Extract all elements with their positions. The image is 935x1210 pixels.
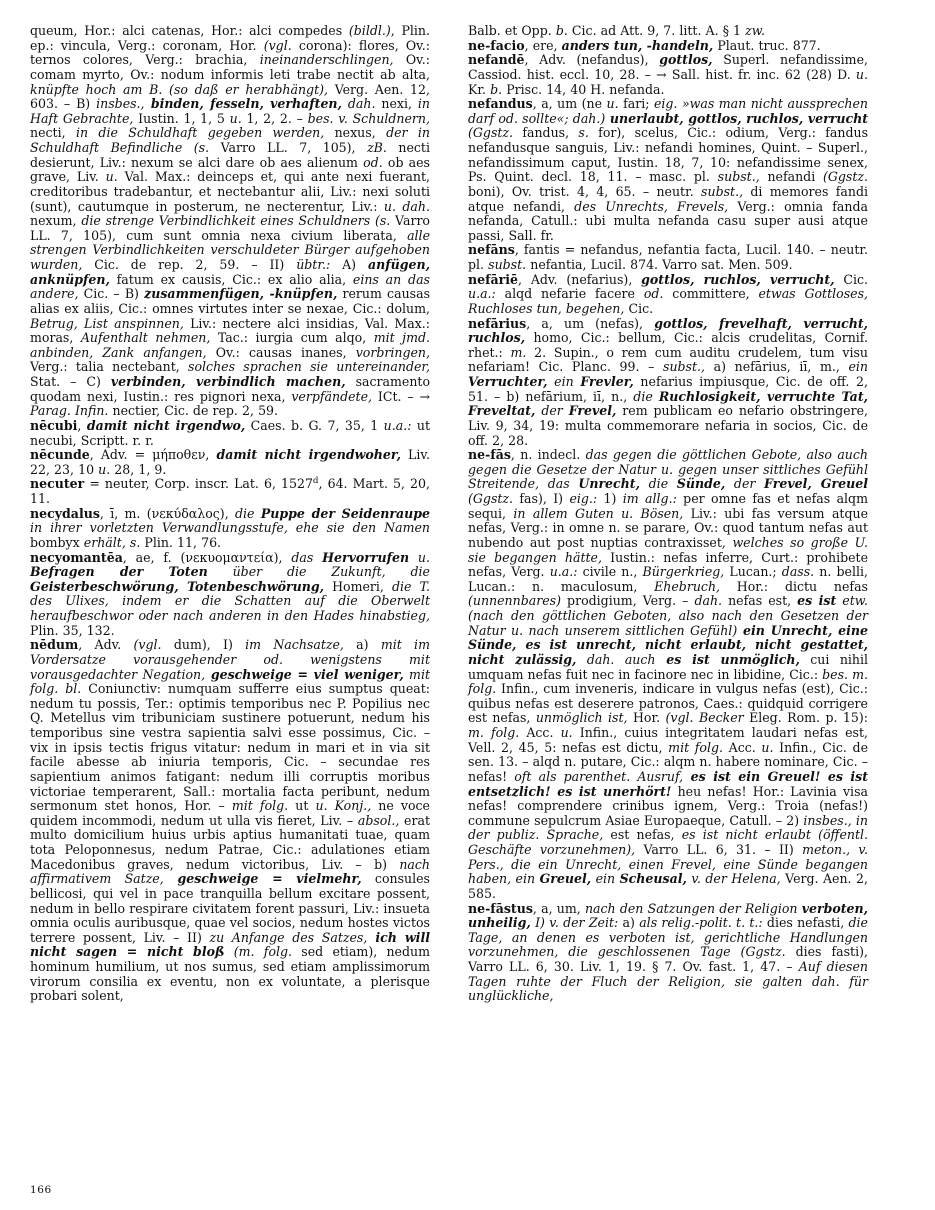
latin-text: Varro LL. 7, 105),	[209, 140, 368, 155]
italic-note: u.	[98, 461, 111, 477]
latin-text: Eleg. Rom. p. 15):	[743, 710, 868, 726]
italic-note: oft als parenthet. Ausruf,	[514, 768, 684, 784]
italic-note: in ihrer vorletzten Verwandlungsstufe, ehe sie den Namen	[30, 520, 430, 536]
latin-text: sacramento quodam nexi, Iustin.: res pignori nexa,	[30, 374, 431, 404]
italic-note: nach den Satzungen der Religion	[584, 900, 802, 916]
latin-text: ne voce quidem incommodi, nedum ut ulla vis fieret, Liv. –	[30, 798, 430, 828]
italic-note: über die Zukunft, die	[207, 564, 430, 580]
latin-text: Acc.	[519, 725, 561, 740]
german-gloss: Greuel,	[539, 871, 592, 887]
german-gloss: es ist unmöglich,	[655, 651, 800, 667]
italic-note: s.	[578, 125, 589, 141]
italic-note: subst.,	[663, 359, 706, 375]
two-column-layout	[30, 24, 907, 1004]
headword: ne-fās	[468, 447, 511, 463]
italic-note: Auf diesen Tagen ruhte der Fluch der Religion, sie galten dah. für unglückliche,	[468, 959, 868, 1004]
italic-note: dah.	[694, 593, 723, 609]
italic-note: das gegen die göttlichen Gebote, also auch gegen die Gesetze der Natur u. gegen unser sittliches Gefühl Streitende, das	[468, 447, 868, 492]
italic-note: die	[235, 505, 261, 521]
italic-note: welches so große U. sie begangen hätte,	[468, 534, 868, 565]
italic-note: der in Schuldhaft Befindliche (s.	[30, 125, 430, 155]
italic-note: im Nachsatze,	[245, 637, 344, 653]
headword: nefandē	[468, 52, 525, 68]
italic-note: unmöglich ist,	[535, 710, 628, 726]
dictionary-entry	[468, 448, 868, 901]
italic-note: Parag. Infin.	[30, 403, 109, 419]
latin-text: queum, Hor.: alci catenas, Hor.: alci compedes	[30, 23, 349, 38]
headword: necydalus	[30, 505, 100, 521]
latin-text: nexum,	[30, 213, 82, 229]
italic-note: des Unrechts, Frevels,	[574, 198, 729, 214]
italic-note: zu Anfange des Satzes,	[209, 929, 368, 945]
latin-text: , 64. Mart. 5, 20, 11.	[30, 476, 430, 506]
headword: nefāriē	[468, 271, 518, 287]
latin-text: Cic. ad Att. 9, 7. litt. A. § 1	[567, 23, 746, 38]
dictionary-entry	[30, 419, 430, 448]
latin-text: Infin., cuius integritatem laudari nefas est, Vell. 2, 45, 5: nefas est dictu,	[468, 725, 868, 755]
italic-note: subst.	[488, 257, 527, 272]
latin-text: fatum ex causis, Cic.: ex alio alia,	[109, 271, 353, 287]
headword: necyomantēa	[30, 549, 123, 565]
italic-note: eins an das andere,	[30, 271, 430, 302]
latin-text: Plin. 35, 132.	[30, 622, 115, 638]
latin-text: Hor.: dictu nefas	[720, 578, 868, 594]
italic-note: alle strengen Verbindlichkeiten verschuldeter Bürger aufgehoben wurden,	[30, 227, 430, 272]
german-gloss: anfügen, anknüpfen,	[30, 257, 430, 287]
german-gloss: gottlos, ruchlos, verrucht,	[641, 271, 835, 287]
italic-note: insbes., in der publiz. Sprache,	[468, 812, 868, 843]
dictionary-entry	[30, 448, 430, 477]
italic-note: u.	[560, 725, 573, 740]
german-gloss: Verruchter,	[468, 374, 548, 389]
latin-text: sed etiam), nedum hominum humilium, ut nos sumus, sed etiam amplissimorum virorum consilia ex eventu, non ex voluntate, a plerisque probari solent,	[30, 944, 430, 1004]
latin-text: Superl. nefandissime, Cassiod. hist. eccl. 10, 28. – → Sall. hist. fr. inc. 62 (28) D.	[468, 52, 868, 82]
entry-continuation	[30, 24, 430, 419]
italic-note: u.	[229, 110, 242, 126]
latin-text: Plaut. truc. 877.	[713, 37, 821, 53]
latin-text: Plin. 11, 76.	[140, 534, 222, 550]
latin-text: Hor.	[627, 710, 666, 726]
latin-text: , a, um (ne	[532, 96, 607, 112]
latin-text: , Adv. (nefarius),	[518, 271, 642, 287]
italic-note: ein	[591, 871, 620, 887]
italic-note: die	[633, 388, 659, 404]
latin-text: Verg. Aen. 2, 585.	[468, 871, 868, 901]
latin-text: 1)	[597, 491, 623, 506]
italic-note: b.	[490, 81, 503, 97]
italic-note: mit im Vordersatze vorausgehender od. wenigstens mit vorausgedachter Negation,	[30, 637, 430, 682]
right-text-column	[468, 24, 868, 1004]
dictionary-entry	[30, 638, 430, 1004]
latin-text: Varro LL. 7, 105), cum sunt omnia nexa civium liberata,	[30, 213, 430, 243]
superscript-marker: d	[312, 476, 319, 487]
german-gloss: verbinden, verbindlich machen,	[110, 374, 346, 389]
italic-note: knüpfte hoch am B. (so daß er herabhängt),	[30, 81, 328, 97]
italic-note: mit folg. bl.	[30, 666, 430, 697]
latin-text: heu nefas! Hor.: Lavinia visa nefas! comprendere crinibus ignem, Verg.: Troia (nefas!) commune sepulcrum Asiae Europaeque, Catull. – 2)	[468, 783, 868, 828]
italic-note: b.	[555, 23, 568, 38]
latin-text: committere,	[663, 286, 759, 302]
dictionary-entry	[468, 317, 868, 449]
latin-text: Iustin. 1, 1, 5	[133, 110, 230, 126]
latin-text: prodigium, Verg. –	[561, 593, 695, 609]
italic-note: in Haft Gebrachte,	[30, 96, 430, 126]
latin-text: , Adv. (nefandus),	[524, 52, 660, 68]
latin-text: alqd nefarie facere	[495, 286, 644, 302]
latin-text: necti,	[30, 125, 76, 141]
german-gloss: es ist	[797, 593, 837, 609]
latin-text: a)	[618, 915, 640, 931]
german-gloss: Frevel, Greuel	[764, 476, 868, 492]
italic-note: in allem Guten u. Bösen,	[513, 505, 684, 521]
latin-text: Cic.	[834, 271, 869, 287]
german-gloss: Puppe der Seidenraupe	[260, 505, 430, 521]
italic-note: (unnennbares)	[468, 593, 561, 609]
latin-text: Cic. de rep. 2, 59. – II)	[82, 257, 297, 272]
italic-note: mit jmd. anbinden, Zank anfangen,	[30, 330, 430, 360]
latin-text: erat multo domicilium huius urbis aptius humanitati tuae, quam tota Peloponnesus, nedum Patrae, Cic.: adulationes etiam Macedonibus graves, nedum victoribus, Liv. – b)	[30, 812, 430, 872]
italic-note: u.a.:	[383, 417, 412, 433]
latin-text: , ī, m. (νεκύδαλος),	[99, 505, 236, 521]
italic-note: erhält, s.	[83, 534, 141, 550]
latin-text: Lucan.;	[724, 564, 782, 580]
german-gloss: geschweige = vielmehr,	[163, 871, 362, 887]
latin-text: , Adv.	[78, 637, 134, 653]
latin-text: necti desierunt, Liv.: nexum se alci dare ob aes alienum	[30, 140, 430, 170]
german-gloss: Ruchlosigkeit, verruchte Tat, Freveltat,	[468, 388, 868, 419]
latin-text: Infin., cum inveneris, indicare in vulgus nefas (est), Cic.: quibus nefas est deserere patronos, Caes.: quidquid corrigere est nefas,	[468, 681, 868, 726]
german-gloss: Frevler,	[580, 374, 634, 389]
german-gloss: unerlaubt, gottlos, ruchlos, verrucht	[605, 110, 869, 126]
latin-text: per omne fas et nefas alqm sequi,	[468, 491, 868, 521]
latin-text: , a, um (nefas),	[526, 315, 655, 331]
italic-note: verpfändete,	[291, 388, 373, 404]
latin-text: ut necubi, Scriptt. r. r.	[30, 417, 430, 448]
italic-note: Ehebruch,	[654, 578, 721, 594]
latin-text: Varro LL. 6, 31. – II)	[635, 842, 803, 857]
latin-text: , n. indecl.	[510, 447, 586, 463]
italic-note: absol.,	[357, 812, 400, 828]
latin-text: Iustin.: nefas inferre, Curt.: prohibete nefas, Verg.	[468, 549, 869, 580]
latin-text: dies fasti), Varro LL. 6, 30. Liv. 1, 19. § 7. Ov. fast. 1, 47. –	[468, 944, 868, 974]
italic-note: I) v. der Zeit:	[530, 915, 619, 931]
german-gloss: ich will nicht sagen = nicht bloß	[30, 929, 430, 960]
latin-text: di memores fandi atque nefandi,	[468, 183, 868, 214]
latin-text: corona): flores, Ov.: ternos colores, Verg.: brachia,	[30, 37, 430, 68]
dictionary-entry	[30, 477, 430, 506]
dictionary-entry	[468, 273, 868, 317]
latin-text: , Adv. = μήποθεν,	[89, 447, 217, 463]
italic-note: v. der Helena,	[686, 871, 781, 887]
italic-note: (vgl. Becker	[665, 710, 744, 726]
latin-text: , a, um,	[532, 900, 585, 916]
dictionary-entry	[30, 551, 430, 639]
italic-note: od.	[363, 154, 383, 170]
italic-note: (vgl.	[263, 37, 292, 53]
italic-note: übtr.:	[296, 257, 331, 272]
headword: nēdum	[30, 637, 79, 653]
latin-text: Balb. et Opp.	[468, 23, 556, 38]
latin-text: nefarius impiusque, Cic. de off. 2, 51. – b) nefārium, iī, n.,	[468, 374, 868, 404]
italic-note: die strenge Verbindlichkeit eines Schuldners (s.	[81, 213, 391, 229]
latin-text: fari;	[618, 96, 654, 112]
german-gloss: Geisterbeschwörung, Totenbeschwörung,	[30, 578, 325, 594]
italic-note: nach affirmativem Satze,	[30, 856, 430, 887]
italic-note: Betrug, List anspinnen,	[30, 315, 184, 331]
dictionary-entry	[468, 53, 868, 97]
dictionary-entry	[468, 97, 868, 243]
italic-note: der	[535, 403, 569, 419]
latin-text: boni), Ov. trist. 4, 4, 65. – neutr.	[468, 183, 702, 199]
latin-text: Liv. 22, 23, 10	[30, 447, 430, 477]
headword: nefandus	[468, 96, 533, 112]
german-gloss: damit nicht irgendwo,	[86, 417, 246, 433]
latin-text: 1, 2, 2. –	[241, 110, 308, 126]
german-gloss: Hervorrufen	[322, 549, 410, 565]
italic-note: als relig.-polit. t. t.:	[639, 915, 763, 931]
italic-note: bes. v. Schuldnern,	[307, 110, 430, 126]
german-gloss: es ist ein Greuel! es ist entsetzlich! es ist unerhört!	[468, 768, 869, 799]
italic-note: im allg.:	[622, 491, 677, 506]
latin-text: , fantis = nefandus, nefantia facta, Lucil. 140. – neutr. pl.	[468, 242, 868, 272]
headword: nefāns	[468, 242, 515, 258]
dictionary-entry	[30, 507, 430, 551]
german-gloss: Unrecht,	[578, 476, 640, 492]
latin-text: ob aes grave, Liv.	[30, 154, 430, 185]
german-gloss: verboten, unheilig,	[468, 900, 868, 931]
italic-note: Aufenthalt nehmen,	[80, 330, 211, 346]
headword: nefārius	[468, 315, 527, 331]
italic-note: insbes.,	[96, 96, 145, 112]
german-gloss: gottlos, frevelhaft, verrucht, ruchlos,	[468, 315, 869, 346]
italic-note: u.	[606, 96, 619, 112]
italic-note: dah.	[341, 96, 376, 112]
latin-text: dum), I)	[161, 637, 246, 653]
latin-text: 2. Supin., o rem cum auditu crudelem, tum visu nefariam! Cic. Planc. 99. –	[468, 344, 868, 375]
latin-text: Verg.: talia nectebant,	[30, 359, 189, 375]
entry-continuation	[468, 24, 868, 39]
latin-text: = neuter, Corp. inscr. Lat. 6, 1527	[84, 476, 313, 492]
german-gloss: geschweige = viel weniger,	[205, 666, 404, 682]
latin-text: rerum causas alias ex aliis, Cic.: omnes virtutes inter se nexae, Cic.: dolum,	[30, 286, 431, 316]
latin-text: Ov.: causas inanes,	[206, 344, 356, 360]
latin-text: a)	[343, 637, 381, 653]
latin-text: homo, Cic.: bellum, Cic.: alcis crudelitas, Cornif. rhet.:	[468, 330, 868, 360]
latin-text: Tac.: iurgia cum alqo,	[210, 330, 374, 346]
left-text-column	[30, 24, 430, 1004]
italic-note: mit folg.	[231, 798, 289, 814]
italic-note: (vgl.	[133, 637, 162, 653]
latin-text: nectier, Cic. de rep. 2, 59.	[108, 403, 279, 419]
latin-text: Val. Max.: deinceps et, qui ante nexi fuerant, creditoribus tradebantur, et nectebantur alii, Liv.: nexi soluti (sunt), cautumque in posterum, ne necterentur, Liv.:	[30, 169, 430, 214]
dictionary-entry	[468, 39, 868, 54]
italic-note: u.	[855, 66, 868, 82]
italic-note: ineinanderschlingen,	[259, 52, 394, 68]
italic-note: etwas Gottloses, Ruchloses tun, begehen,	[468, 286, 868, 316]
latin-text: rem publicam eo nefario obstringere, Liv. 9, 34, 19: multa commemorare nefaria in socios, Cic. de off. 2, 28.	[468, 403, 868, 448]
italic-note: solches sprachen sie untereinander,	[188, 359, 431, 375]
italic-note: (m. folg.	[224, 944, 293, 960]
latin-text: for), scelus, Cic.: odium, Verg.: fandus nefandusque sanguis, Liv.: nefandi homines, Quint. – Superl., nefandissimum caput, Iustin. 18, 7, 10: nefandissime senex, Ps. Quint. decl. 18, 11. – masc. pl.	[468, 125, 869, 185]
latin-text: Infin., Cic. de sen. 13. – alqd n. putare, Cic.: alqm n. habere nominare, Cic. – nefas!	[468, 739, 868, 784]
latin-text: ICt. – →	[372, 388, 430, 404]
latin-text: Liv.: ubi fas versum atque nefas, Verg.: in omne n. se parare, Ov.: quod tantum nefas aut nubendo aut post nuptias contraxisset,	[468, 505, 869, 550]
italic-note: dass.	[781, 564, 815, 580]
latin-text: Coniunctiv: numquam sufferre eius sumptus queat: nedum tu possis, Ter.: optimis temporibus nec P. Popilius nec Q. Metellus vim tribuniciam sustinere potuerunt, nedum his temporibus sine vestra sapientia salvi esse possimus, Cic. – vix in ipsis tectis frigus vitatur: nedum in mari et in via sit facile abesse ab iniuria temporis, Cic. – secundae res sapientium animos fatigant: nedum illi corruptis moribus victoriae temperarent, Sall.: mortalia facta peribunt, nedum sermonum stet honos, Hor. –	[30, 681, 431, 814]
latin-text: ut	[288, 798, 316, 814]
latin-text: Acc.	[723, 739, 762, 755]
latin-text: Cic. – B)	[78, 286, 145, 302]
latin-text: , ere,	[524, 37, 562, 53]
german-gloss: Sünde,	[676, 476, 726, 492]
italic-note: zw.	[745, 23, 765, 38]
german-gloss: Scheusal,	[619, 871, 687, 887]
headword: ne-fāstus	[468, 900, 533, 916]
latin-text: Ov.: comam myrto, Ov.: nodum informis leti trabe nectit ab alta,	[30, 52, 430, 82]
headword: ne-facio	[468, 37, 525, 53]
latin-text: cui nihil umquam nefas fuit nec in facinore nec in libidine, Cic.:	[468, 651, 869, 682]
italic-note: u.	[105, 169, 118, 185]
latin-text: Cic.	[624, 300, 654, 316]
italic-note: der	[725, 476, 765, 492]
latin-text: n. belli, Lucan.: n. maculosum,	[468, 564, 868, 594]
german-gloss: Befragen der Toten	[30, 564, 208, 580]
italic-note: etw. (nach den göttlichen Geboten, also nach den Gesetzen der Natur u. nach unserem sittlichen Gefühl)	[468, 593, 869, 638]
latin-text: Verg. Aen. 12, 603. – B)	[30, 81, 430, 112]
italic-note: u. Konj.,	[315, 798, 372, 814]
german-gloss: damit nicht irgendwoher,	[216, 447, 401, 463]
headword: nēcunde	[30, 447, 90, 463]
latin-text: nefas est,	[722, 593, 798, 609]
italic-note: die T. des Ulixes, indem er die Schatten auf die Oberwelt heraufbeschwor oder nach anderen in den Hades hinabstieg,	[30, 578, 430, 623]
italic-note: (bildl.)	[348, 23, 391, 38]
italic-note: Bürgerkrieg,	[642, 564, 725, 580]
italic-note: die	[639, 476, 677, 492]
headword: nēcubi	[30, 417, 78, 433]
headword: necuter	[30, 476, 85, 492]
italic-note: mit folg.	[668, 739, 724, 755]
dictionary-entry	[468, 243, 868, 272]
german-gloss: binden, fesseln, verhaften,	[144, 96, 342, 112]
italic-note: u. dah.	[383, 198, 430, 214]
italic-note: (Ggstz.	[468, 125, 514, 141]
italic-note: eig.:	[569, 491, 598, 506]
latin-text: ,	[77, 417, 87, 433]
latin-text: civile n.,	[577, 564, 643, 580]
latin-text: Homeri,	[324, 578, 392, 594]
italic-note: od.	[643, 286, 664, 302]
italic-note: u.	[761, 739, 774, 755]
latin-text: nexi,	[375, 96, 418, 112]
dictionary-entry	[468, 902, 868, 1004]
italic-note: (Ggstz.	[822, 169, 869, 185]
italic-note: (Ggstz.	[468, 491, 514, 506]
italic-note: es ist nicht erlaubt (öffentl. Geschäfte vorzunehmen),	[468, 827, 868, 857]
latin-text: nefandi	[759, 169, 823, 185]
italic-note: ein	[547, 374, 581, 389]
latin-text: fas), I)	[513, 491, 570, 506]
latin-text: Kr.	[468, 81, 491, 97]
italic-note: bes. m. folg.	[468, 666, 868, 697]
italic-note: m.	[510, 344, 527, 360]
latin-text: A)	[330, 257, 368, 272]
latin-text: , ae, f. (νεκυομαντεία),	[122, 549, 292, 565]
latin-text: bombyx	[30, 534, 84, 550]
latin-text: nefantia, Lucil. 874. Varro sat. Men. 509.	[526, 257, 793, 272]
latin-text: a) nefārius, iī, m.,	[705, 359, 849, 375]
latin-text: , Plin. ep.: vincula, Verg.: coronam, Hor.	[30, 23, 430, 53]
italic-note: zB.	[367, 140, 387, 155]
italic-note: die Tage, an denen es verboten ist, gerichtliche Handlungen vorzunehmen, die geschlossenen Tage (Ggstz.	[468, 915, 868, 960]
german-gloss: gottlos,	[659, 52, 713, 68]
latin-text: est nefas,	[603, 827, 682, 843]
latin-text: Liv.: nectere alci insidias, Val. Max.: moras,	[30, 315, 430, 346]
italic-note: meton., v. Pers., die ein Unrecht, einen Frevel, eine Sünde begangen haben, ein	[468, 842, 868, 887]
latin-text: nexus,	[324, 125, 387, 141]
italic-note: m. folg.	[468, 725, 520, 740]
italic-note: das	[291, 549, 323, 565]
german-gloss: Frevel,	[568, 403, 617, 419]
italic-note: eig. »was man nicht aussprechen darf od. sollte«; dah.)	[468, 96, 868, 126]
italic-note: ein	[848, 359, 869, 375]
latin-text: 28, 1, 9.	[110, 461, 167, 477]
latin-text: Prisc. 14, 40 H. nefanda.	[502, 81, 665, 97]
italic-note: u.	[409, 549, 430, 565]
latin-text: consules bellicosi, qui vel in pace tranquilla bellum excitare possent, nedum in bello respirare civitatem forent passuri, Liv.: insueta omnia oculis auribusque, quae vel socios, nedum hostes victos terrere possent, Liv. – II)	[30, 871, 430, 945]
page-number: 166	[30, 1184, 52, 1196]
italic-note: u.a.:	[549, 564, 578, 580]
italic-note: subst.,	[701, 183, 744, 199]
italic-note: u.a.:	[468, 286, 496, 302]
italic-note: dah. auch	[576, 651, 656, 667]
german-gloss: anders tun, -handeln,	[561, 37, 714, 53]
latin-text: Caes. b. G. 7, 35, 1	[245, 417, 384, 433]
german-gloss: ein Unrecht, eine Sünde, es ist unrecht, nicht erlaubt, nicht gestattet, nicht zulässig,	[468, 622, 868, 667]
italic-note: vorbringen,	[355, 344, 430, 360]
latin-text: Stat. – C)	[30, 374, 111, 389]
italic-note: in die Schuldhaft gegeben werden,	[75, 125, 325, 141]
italic-note: subst.,	[717, 169, 760, 185]
latin-text: fandus,	[513, 125, 579, 141]
german-gloss: zusammenfügen, -knüpfen,	[144, 286, 338, 302]
latin-text: Verg.: omnia fanda nefanda, Catull.: ubi multa nefanda casu super ausi atque passi, Sall. fr.	[468, 198, 868, 243]
latin-text: dies nefasti,	[762, 915, 849, 931]
